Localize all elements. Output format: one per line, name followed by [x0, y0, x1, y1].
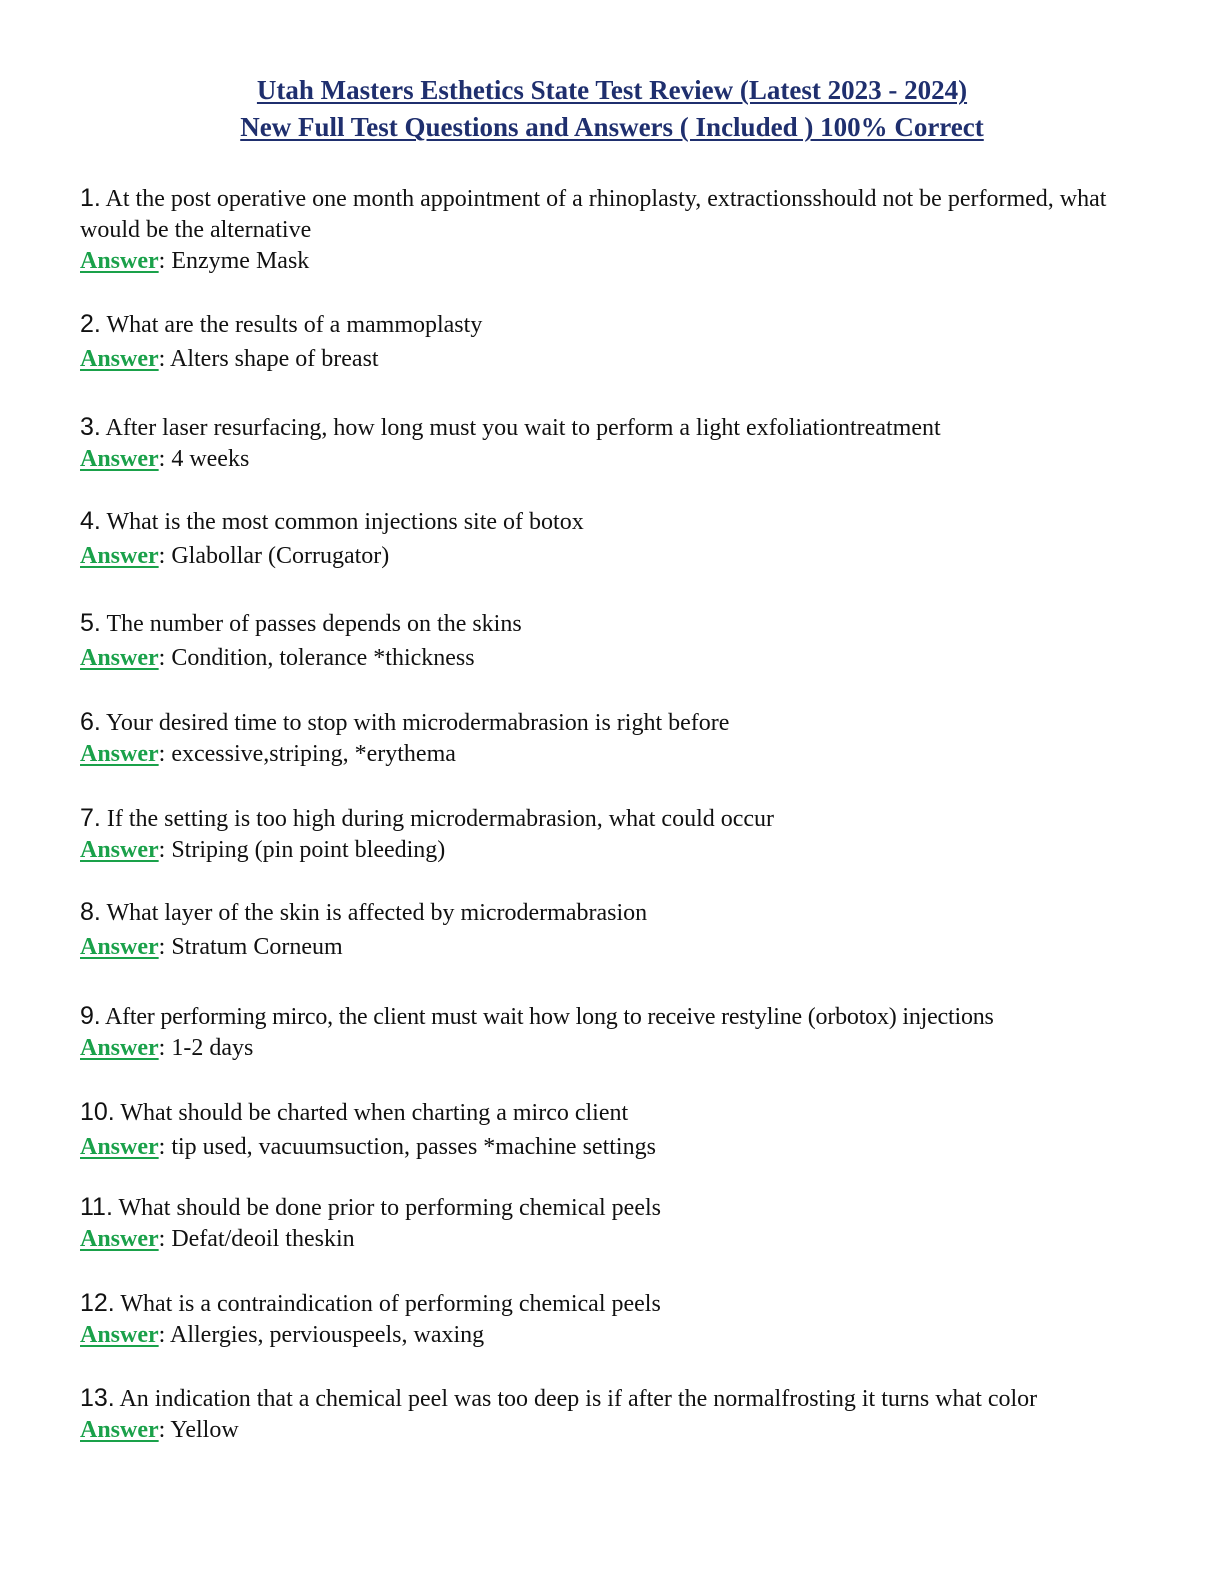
- qa-item-5: [80, 608, 1150, 674]
- answer-label: Answer: [80, 837, 159, 863]
- qa-item-6: [80, 707, 1150, 770]
- question-text: An indication that a chemical peel was too deep is if after the normalfrosting it turns what color: [119, 1386, 1038, 1412]
- answer: [80, 739, 1150, 770]
- question: [80, 608, 1150, 640]
- answer: [80, 643, 1150, 674]
- question: [80, 1001, 1150, 1033]
- answer-label: Answer: [80, 1035, 159, 1061]
- answer-text: : Glabollar (Corrugator): [158, 543, 390, 569]
- answer: [80, 1033, 1150, 1064]
- question-number: 2.: [80, 310, 101, 338]
- answer-label: Answer: [80, 1417, 159, 1443]
- question: [80, 707, 1150, 739]
- answer-text: : Allergies, perviouspeels, waxing: [158, 1322, 485, 1348]
- question-text: After laser resurfacing, how long must you wait to perform a light exfoliationtreatment: [105, 415, 941, 441]
- question-text: What is the most common injections site of botox: [106, 509, 584, 535]
- answer-label: Answer: [80, 741, 159, 767]
- answer: [80, 1132, 1150, 1163]
- answer-label: Answer: [80, 1134, 159, 1160]
- answer-text: : 4 weeks: [158, 446, 250, 472]
- question: [80, 1192, 1150, 1224]
- answer-text: : Condition, tolerance *thickness: [158, 645, 475, 671]
- qa-item-13: [80, 1383, 1150, 1446]
- answer-text: : 1-2 days: [158, 1035, 254, 1061]
- answer-label: Answer: [80, 543, 159, 569]
- answer-label: Answer: [80, 346, 159, 372]
- answer-text: : excessive,striping, *erythema: [158, 741, 456, 767]
- question-text: Your desired time to stop with microdermabrasion is right before: [105, 710, 730, 736]
- answer: [80, 344, 1150, 375]
- question-number: 1.: [80, 184, 101, 212]
- question-number: 4.: [80, 507, 101, 535]
- question-text: What is a contraindication of performing chemical peels: [120, 1291, 661, 1317]
- question: [80, 1097, 1150, 1129]
- answer-text: : Defat/deoil theskin: [158, 1226, 355, 1252]
- question-number: 10.: [80, 1098, 115, 1126]
- answer: [80, 835, 1150, 866]
- question-number: 13.: [80, 1384, 115, 1412]
- question-number: 9.: [80, 1002, 101, 1030]
- question: [80, 506, 1150, 538]
- answer-text: : Enzyme Mask: [158, 248, 310, 274]
- question-number: 6.: [80, 708, 101, 736]
- qa-item-2: [80, 309, 1150, 375]
- answer: [80, 932, 1150, 963]
- document-title: [0, 72, 1224, 146]
- title-line-1: Utah Masters Esthetics State Test Review (Latest 2023 - 2024): [256, 75, 968, 105]
- answer: [80, 246, 1150, 277]
- question: [80, 803, 1150, 835]
- question: [80, 897, 1150, 929]
- question-number: 5.: [80, 609, 101, 637]
- question-text: The number of passes depends on the skins: [106, 611, 522, 637]
- question-text: What are the results of a mammoplasty: [106, 312, 483, 338]
- question: [80, 1383, 1150, 1415]
- question-number: 8.: [80, 898, 101, 926]
- qa-item-4: [80, 506, 1150, 572]
- question: [80, 1288, 1150, 1320]
- answer-label: Answer: [80, 645, 159, 671]
- answer-label: Answer: [80, 934, 159, 960]
- qa-item-1: [80, 183, 1150, 277]
- qa-item-10: [80, 1097, 1150, 1163]
- answer-label: Answer: [80, 1226, 159, 1252]
- answer-text: : Yellow: [158, 1417, 239, 1443]
- question: [80, 183, 1150, 246]
- question-text: At the post operative one month appointment of a rhinoplasty, extractionsshould not be performed, what would be the alternative: [80, 186, 1107, 243]
- qa-item-12: [80, 1288, 1150, 1351]
- answer: [80, 541, 1150, 572]
- qa-item-9: [80, 1001, 1150, 1064]
- answer: [80, 1224, 1150, 1255]
- question-number: 12.: [80, 1289, 115, 1317]
- question-text: After performing mirco, the client must wait how long to receive restyline (orbotox) injections: [104, 1004, 994, 1030]
- qa-item-8: [80, 897, 1150, 963]
- answer-text: : Stratum Corneum: [158, 934, 343, 960]
- question-text: What layer of the skin is affected by microdermabrasion: [106, 900, 648, 926]
- question-text: What should be charted when charting a mirco client: [120, 1100, 629, 1126]
- answer: [80, 1320, 1150, 1351]
- question-number: 3.: [80, 413, 101, 441]
- answer-text: : Alters shape of breast: [158, 346, 379, 372]
- question-text: If the setting is too high during microdermabrasion, what could occur: [106, 806, 775, 832]
- answer-text: : Striping (pin point bleeding): [158, 837, 446, 863]
- answer: [80, 1415, 1150, 1446]
- answer-label: Answer: [80, 1322, 159, 1348]
- answer-label: Answer: [80, 446, 159, 472]
- title-line-2: New Full Test Questions and Answers ( Included ) 100% Correct: [240, 112, 984, 142]
- qa-item-11: [80, 1192, 1150, 1255]
- question-number: 7.: [80, 804, 101, 832]
- question: [80, 309, 1150, 341]
- answer: [80, 444, 1150, 475]
- qa-item-3: [80, 412, 1150, 475]
- question: [80, 412, 1150, 444]
- answer-text: : tip used, vacuumsuction, passes *machine settings: [158, 1134, 656, 1160]
- question-text: What should be done prior to performing chemical peels: [118, 1195, 661, 1221]
- answer-label: Answer: [80, 248, 159, 274]
- question-number: 11.: [80, 1193, 113, 1221]
- qa-item-7: [80, 803, 1150, 866]
